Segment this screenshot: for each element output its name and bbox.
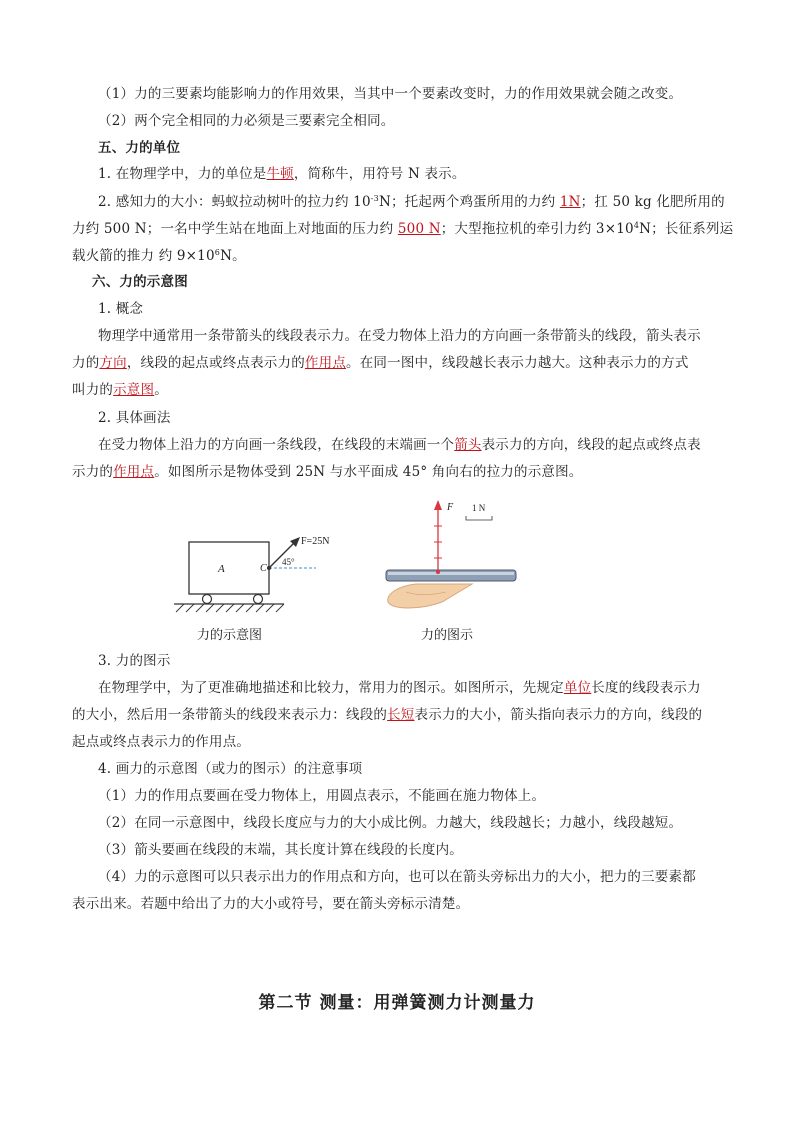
board-highlight [388, 572, 514, 575]
para-unit-2-line2: 力约 500 N；一名中学生站在地面上对地面的压力约 500 N；大型拖拉机的牵引力约 $3\times 10^4N$；长征系列运 [72, 221, 734, 237]
para-concept-line2: 力的方向，线段的起点或终点表示力的作用点。在同一图中，线段越长表示力越大。这种表示力的方式 [72, 355, 689, 371]
para-unit-2-line3: 载火箭的推力 约 $9\times 10^6N$。 [72, 248, 246, 264]
force-label-f: F [447, 502, 454, 513]
subheading-concept: 1. 概念 [98, 301, 144, 317]
heading-force-unit: 五、力的单位 [98, 140, 181, 156]
para-drawing-line2: 示力的作用点。如图所示是物体受到 25N 与水平面成 45° 角向右的拉力的示意图。 [72, 464, 583, 480]
note-1: （1）力的作用点要画在受力物体上，用圆点表示，不能画在施力物体上。 [98, 788, 546, 804]
figure-force-illustration [380, 496, 530, 620]
para-unit-2-line1: 2. 感知力的大小：蚂蚁拉动树叶的拉力约 $10^{-3}N$；托起两个鸡蛋所用的力约 1N；扛 50 kg 化肥所用的 [98, 194, 725, 210]
subheading-illustration: 3. 力的图示 [98, 653, 171, 669]
para-concept-line1: 物理学中通常用一条带箭头的线段表示力。在受力物体上沿力的方向画一条带箭头的线段，箭头表示 [98, 328, 701, 344]
figure-force-schematic [168, 528, 358, 620]
note-2: （2）在同一示意图中，线段长度应与力的大小成比例。力越大，线段越长；力越小，线段越短。 [98, 815, 683, 831]
note-3: （3）箭头要画在线段的末端，其长度计算在线段的长度内。 [98, 842, 463, 858]
force-label: F=25N [301, 536, 330, 547]
board [386, 570, 516, 581]
angle-label: 45° [282, 557, 295, 567]
point-label: C [260, 563, 267, 574]
para-drawing-line1: 在受力物体上沿力的方向画一条线段，在线段的末端画一个箭头表示力的方向，线段的起点或终点表 [98, 437, 701, 453]
para-three-elements-2: （2）两个完全相同的力必须是三要素完全相同。 [98, 113, 395, 129]
hand-shape [388, 584, 472, 608]
section-title: 第二节 测量：用弹簧测力计测量力 [258, 993, 536, 1013]
force-origin-dot [436, 570, 440, 574]
caption-force-illustration: 力的图示 [421, 628, 474, 643]
block-label: A [218, 563, 225, 575]
para-illustration-line3: 起点或终点表示力的作用点。 [72, 734, 251, 750]
scale-label: 1 N [472, 503, 486, 513]
scale-bracket [466, 516, 492, 520]
caption-force-schematic: 力的示意图 [197, 628, 263, 643]
para-illustration-line1: 在物理学中，为了更准确地描述和比较力，常用力的图示。如图所示，先规定单位长度的线段表示力 [98, 680, 701, 696]
note-4-line1: （4）力的示意图可以只表示出力的作用点和方向，也可以在箭头旁标出力的大小，把力的三要素都 [98, 869, 696, 885]
force-arrowhead-vertical [434, 500, 442, 510]
heading-force-diagram: 六、力的示意图 [92, 274, 188, 290]
wheel-left [203, 595, 212, 604]
subheading-drawing: 2. 具体画法 [98, 410, 171, 426]
point-c-dot [267, 566, 271, 570]
note-4-line2: 表示出来。若题中给出了力的大小或符号，要在箭头旁标示清楚。 [72, 896, 470, 912]
para-unit-1: 1. 在物理学中，力的单位是牛顿，简称牛，用符号 N 表示。 [98, 166, 466, 182]
ground-hatch [176, 604, 284, 612]
subheading-notes: 4. 画力的示意图（或力的图示）的注意事项 [98, 761, 363, 777]
block-a [189, 542, 269, 594]
para-three-elements-1: （1）力的三要素均能影响力的作用效果，当其中一个要素改变时，力的作用效果就会随之改变。 [98, 86, 683, 102]
para-concept-line3: 叫力的示意图。 [72, 382, 168, 398]
para-illustration-line2: 的大小，然后用一条带箭头的线段来表示力：线段的长短表示力的大小，箭头指向表示力的方向，线段的 [72, 707, 703, 723]
wheel-right [254, 595, 263, 604]
